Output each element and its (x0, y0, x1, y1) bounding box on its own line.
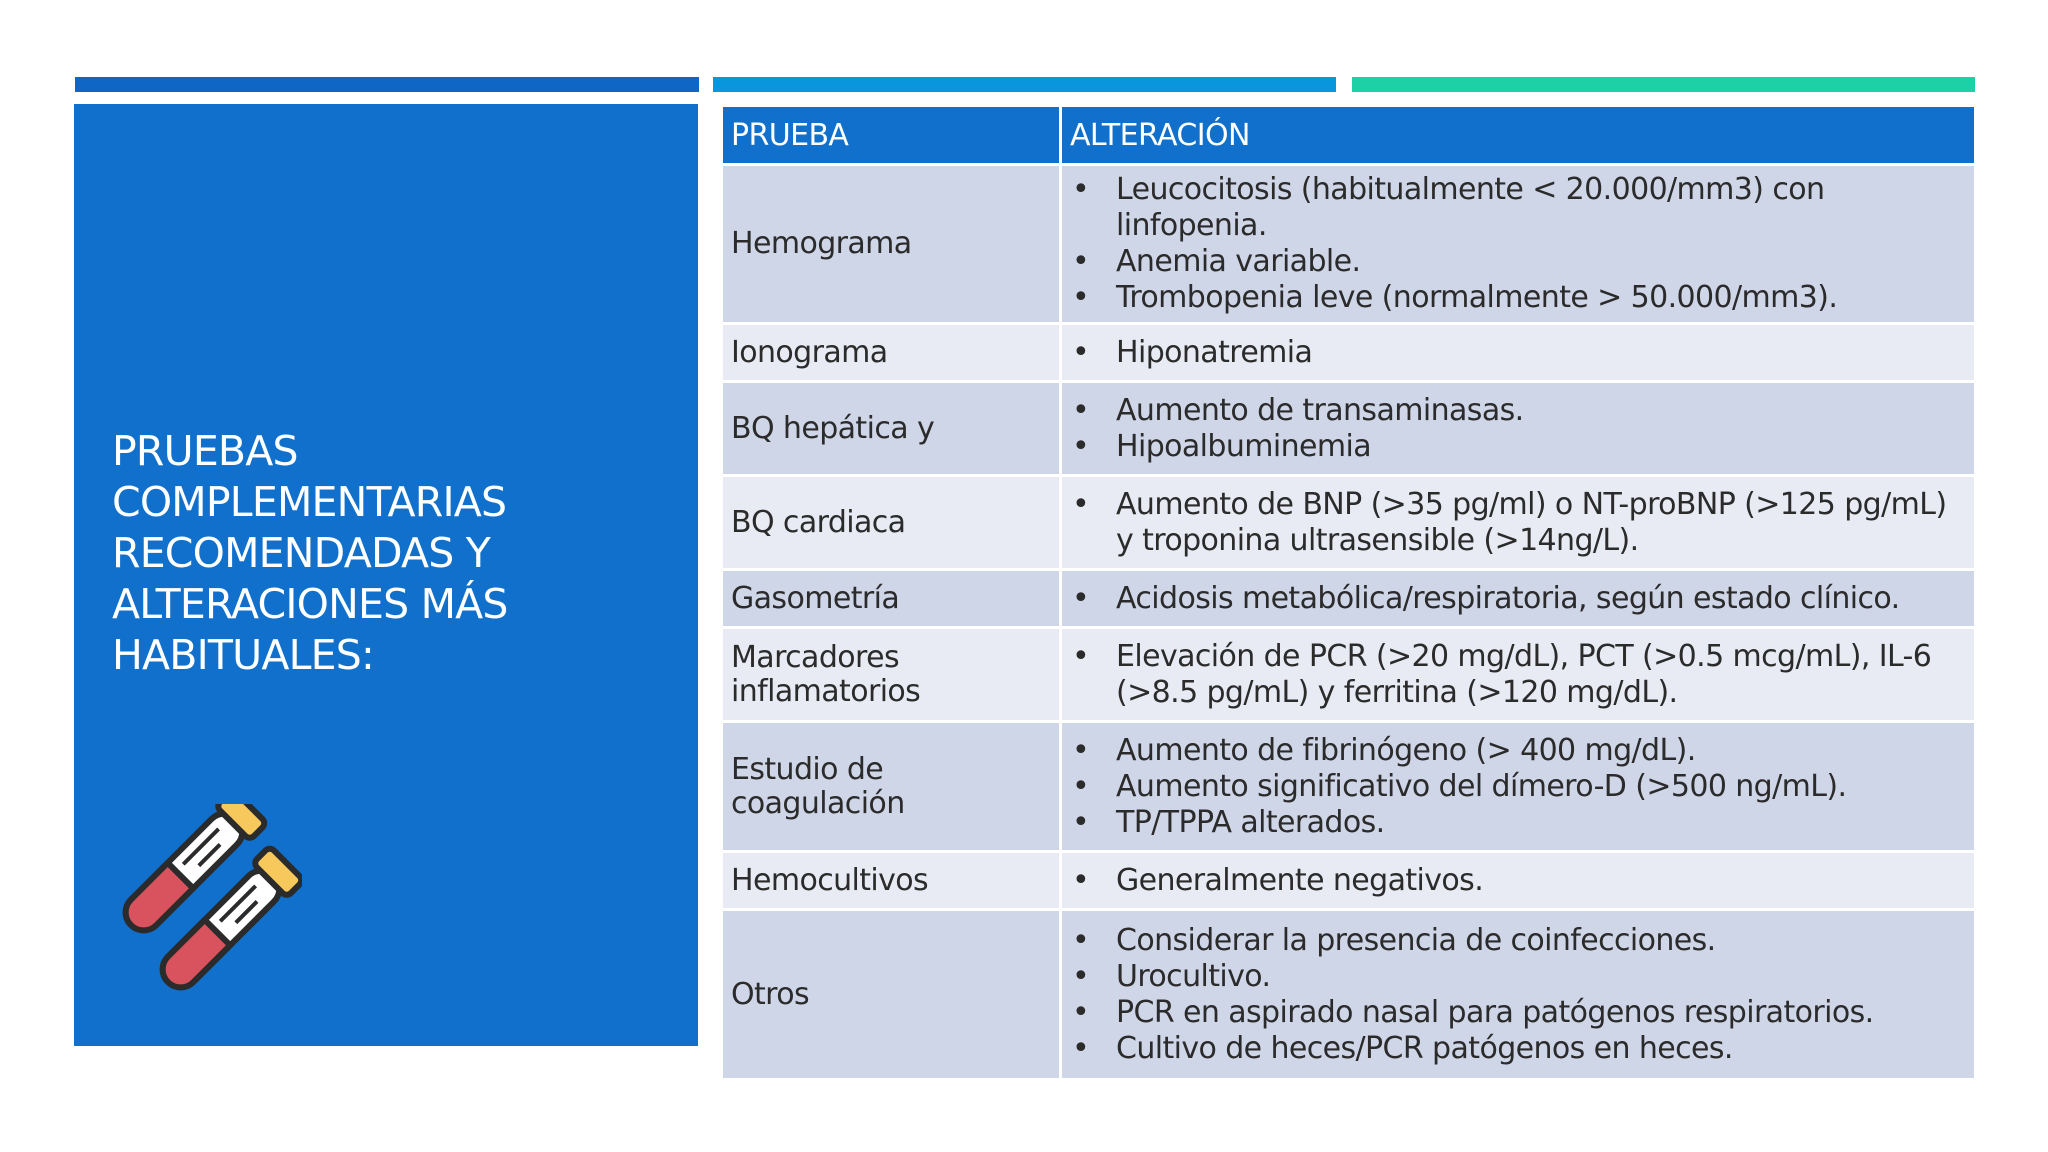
table-header-row (722, 106, 1976, 165)
table-row (722, 382, 1976, 476)
header-prueba: PRUEBA (722, 106, 1061, 165)
list-item: • TP/TPPA alterados. (1070, 805, 1966, 841)
table-row (722, 324, 1976, 382)
title-panel (74, 104, 698, 1046)
list-item: • Acidosis metabólica/respiratoria, según estado clínico. (1070, 581, 1966, 617)
alteration-cell (1061, 382, 1976, 476)
list-item: • Aumento de fibrinógeno (> 400 mg/dL). (1070, 733, 1966, 769)
list-item: • Urocultivo. (1070, 959, 1966, 995)
list-item: • Hipoalbuminemia (1070, 429, 1966, 465)
list-item: • Elevación de PCR (>20 mg/dL), PCT (>0.5 mcg/mL), IL-6 (>8.5 pg/mL) y ferritina (>120 mg/dL). (1070, 639, 1966, 711)
test-name: Ionograma (722, 324, 1061, 382)
list-item: • Aumento significativo del dímero-D (>500 ng/mL). (1070, 769, 1966, 805)
accent-bar-blue (75, 77, 699, 92)
test-name: Gasometría (722, 570, 1061, 628)
table-row (722, 165, 1976, 324)
slide-title: PRUEBAS COMPLEMENTARIAS RECOMENDADAS Y ALTERACIONES MÁS HABITUALES: (112, 427, 508, 679)
alteration-cell (1061, 910, 1976, 1080)
test-name: Otros (722, 910, 1061, 1080)
table-row (722, 628, 1976, 722)
tests-table (720, 104, 1977, 1081)
list-item: • Cultivo de heces/PCR patógenos en heces. (1070, 1031, 1966, 1067)
alteration-cell (1061, 570, 1976, 628)
test-name: Marcadores inflamatorios (722, 628, 1061, 722)
list-item: • Aumento de BNP (>35 pg/ml) o NT-proBNP (>125 pg/mL) y troponina ultrasensible (>14ng/L). (1070, 487, 1966, 559)
test-name: BQ hepática y (722, 382, 1061, 476)
alteration-cell (1061, 165, 1976, 324)
list-item: • Aumento de transaminasas. (1070, 393, 1966, 429)
accent-bar-cyan (713, 77, 1336, 92)
blood-test-tubes-icon (102, 804, 302, 1024)
table-row (722, 722, 1976, 852)
table-row (722, 852, 1976, 910)
table-row (722, 476, 1976, 570)
alteration-cell (1061, 324, 1976, 382)
accent-bar-teal (1352, 77, 1975, 92)
list-item: • Considerar la presencia de coinfecciones. (1070, 923, 1966, 959)
test-name: Estudio de coagulación (722, 722, 1061, 852)
list-item: • Leucocitosis (habitualmente < 20.000/mm3) con linfopenia. (1070, 172, 1966, 244)
list-item: • Trombopenia leve (normalmente > 50.000/mm3). (1070, 280, 1966, 316)
table-row (722, 570, 1976, 628)
alteration-cell (1061, 852, 1976, 910)
list-item: • Generalmente negativos. (1070, 863, 1966, 899)
list-item: • Anemia variable. (1070, 244, 1966, 280)
alteration-cell (1061, 476, 1976, 570)
test-name: Hemocultivos (722, 852, 1061, 910)
table-row (722, 910, 1976, 1080)
list-item: • Hiponatremia (1070, 335, 1966, 371)
header-alteracion: ALTERACIÓN (1061, 106, 1976, 165)
test-name: Hemograma (722, 165, 1061, 324)
alteration-cell (1061, 722, 1976, 852)
test-name: BQ cardiaca (722, 476, 1061, 570)
list-item: • PCR en aspirado nasal para patógenos respiratorios. (1070, 995, 1966, 1031)
alteration-cell (1061, 628, 1976, 722)
